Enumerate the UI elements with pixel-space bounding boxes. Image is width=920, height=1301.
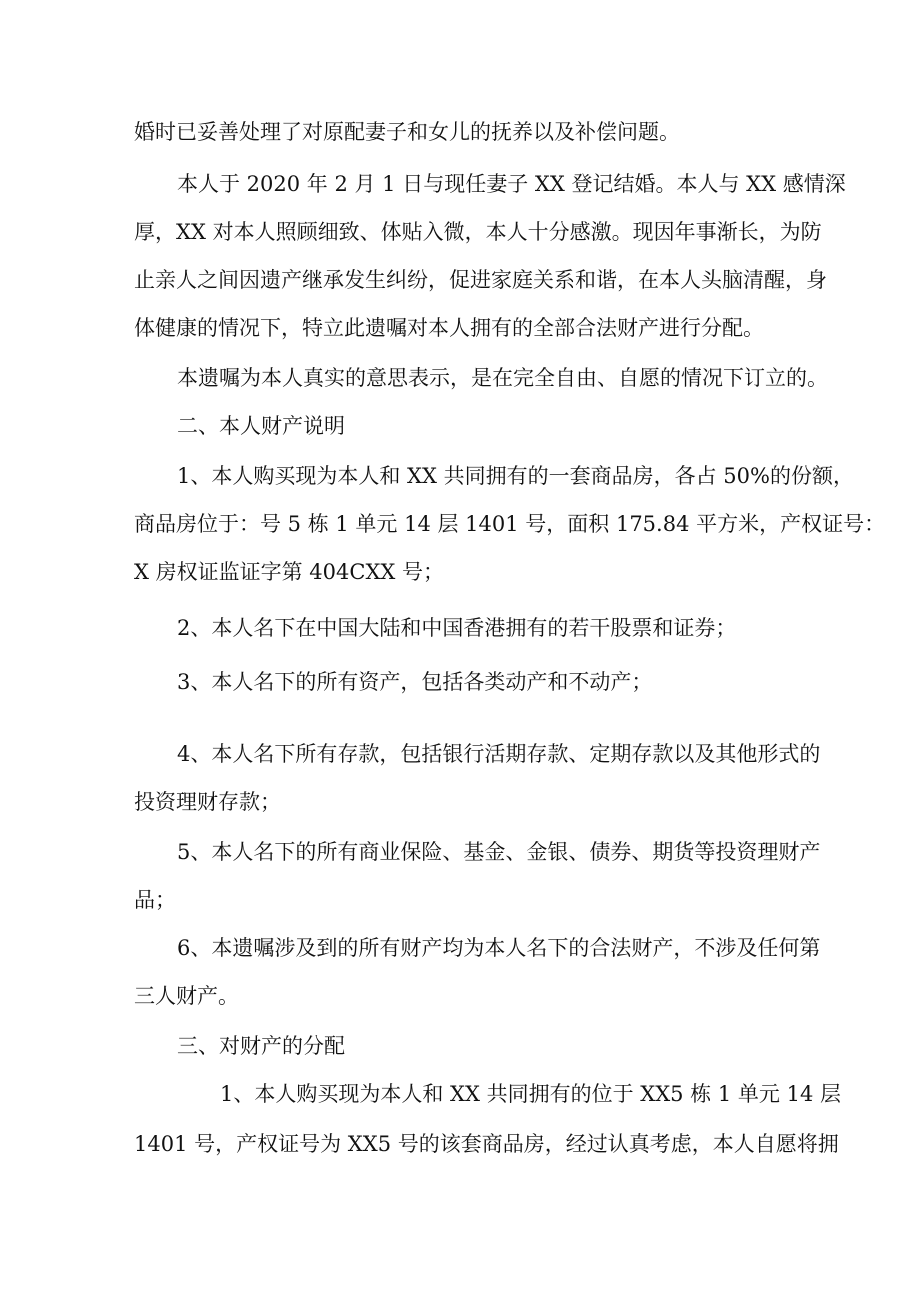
paragraph-line: 投资理财存款； (134, 790, 281, 814)
paragraph-line: 1、本人购买现为本人和 XX 共同拥有的一套商品房，各占 50%的份额， (177, 464, 854, 488)
paragraph-line: 4、本人名下所有存款，包括银行活期存款、定期存款以及其他形式的 (177, 742, 821, 766)
paragraph-line: 本遗嘱为本人真实的意思表示，是在完全自由、自愿的情况下订立的。 (177, 366, 828, 390)
paragraph-line: 本人于 2020 年 2 月 1 日与现任妻子 XX 登记结婚。本人与 XX 感情深 (177, 172, 846, 196)
paragraph-line: 厚，XX 对本人照顾细致、体贴入微，本人十分感激。现因年事渐长，为防 (134, 220, 822, 244)
paragraph-line: 商品房位于：号 5 栋 1 单元 14 层 1401 号，面积 175.84 平方米，产权证号： (134, 512, 886, 536)
paragraph-line: 体健康的情况下，特立此遗嘱对本人拥有的全部合法财产进行分配。 (134, 316, 764, 340)
paragraph-line: 1、本人购买现为本人和 XX 共同拥有的位于 XX5 栋 1 单元 14 层 (220, 1082, 842, 1106)
paragraph-line: 婚时已妥善处理了对原配妻子和女儿的抚养以及补偿问题。 (134, 120, 680, 144)
section-heading: 二、本人财产说明 (177, 414, 345, 438)
paragraph-line: 5、本人名下的所有商业保险、基金、金银、债券、期货等投资理财产 (177, 840, 821, 864)
paragraph-line: X 房权证监证字第 404CXX 号； (134, 560, 445, 584)
paragraph-line: 品； (134, 888, 176, 912)
paragraph-line: 3、本人名下的所有资产，包括各类动产和不动产； (177, 670, 653, 694)
paragraph-line: 6、本遗嘱涉及到的所有财产均为本人名下的合法财产，不涉及任何第 (177, 936, 821, 960)
paragraph-line: 止亲人之间因遗产继承发生纠纷，促进家庭关系和谐，在本人头脑清醒，身 (134, 268, 827, 292)
paragraph-line: 2、本人名下在中国大陆和中国香港拥有的若干股票和证券； (177, 616, 737, 640)
paragraph-line: 1401 号，产权证号为 XX5 号的该套商品房，经过认真考虑，本人自愿将拥 (134, 1132, 839, 1156)
section-heading: 三、对财产的分配 (177, 1034, 345, 1058)
paragraph-line: 三人财产。 (134, 984, 239, 1008)
